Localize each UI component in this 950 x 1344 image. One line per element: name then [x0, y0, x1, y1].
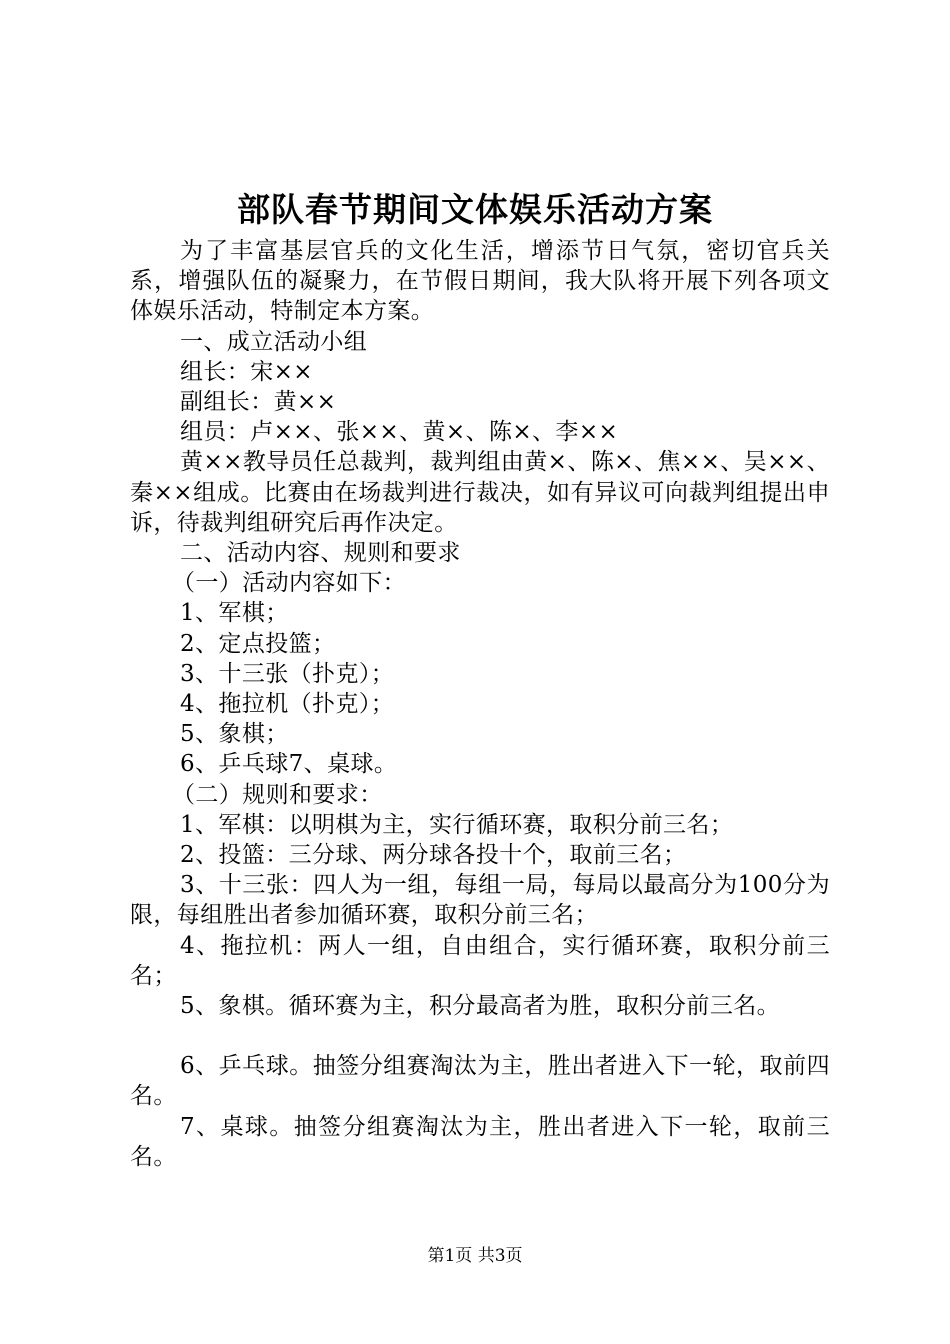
section-heading-2: 二、活动内容、规则和要求 [180, 540, 461, 567]
list-item: 3、十三张（扑克）； [180, 660, 395, 687]
deputy-group-leader: 副组长：黄×× [180, 389, 337, 416]
subsection-heading-1: （一）活动内容如下： [172, 570, 406, 597]
list-item: 1、军棋； [180, 600, 289, 627]
list-item: 6、乒乓球7、桌球。 [180, 751, 398, 778]
document-title: 部队春节期间文体娱乐活动方案 [237, 190, 713, 229]
subsection-heading-2: （二）规则和要求： [172, 781, 383, 808]
rule-item: 7、桌球。抽签分组赛淘汰为主，胜出者进入下一轮，取前三名。 [130, 1113, 830, 1170]
intro-paragraph: 为了丰富基层官兵的文化生活，增添节日气氛，密切官兵关系，增强队伍的凝聚力，在节假日期间，我大队将开展下列各项文体娱乐活动，特制定本方案。 [130, 238, 830, 325]
page-number-footer: 第1页 共3页 [427, 1246, 523, 1266]
group-members: 组员：卢××、张××、黄×、陈×、李×× [180, 419, 619, 446]
group-leader: 组长：宋×× [180, 358, 313, 385]
rule-item: 3、十三张：四人为一组，每组一局，每局以最高分为100分为限，每组胜出者参加循环赛，取积分前三名； [130, 872, 830, 929]
list-item: 2、定点投篮； [180, 630, 336, 657]
rule-item: 2、投篮：三分球、两分球各投十个，取前三名； [180, 842, 687, 869]
rule-item: 1、军棋：以明棋为主，实行循环赛，取积分前三名； [180, 811, 734, 838]
rule-item: 5、象棋。循环赛为主，积分最高者为胜，取积分前三名。 [180, 993, 781, 1020]
list-item: 4、拖拉机（扑克）； [180, 691, 395, 718]
document-body [130, 236, 830, 1172]
rule-item: 6、乒乓球。抽签分组赛淘汰为主，胜出者进入下一轮，取前四名。 [130, 1053, 830, 1110]
section-heading-1: 一、成立活动小组 [180, 328, 368, 355]
referee-paragraph: 黄××教导员任总裁判，裁判组由黄×、陈×、焦××、吴××、秦××组成。比赛由在场裁判进行裁决，如有异议可向裁判组提出申诉，待裁判组研究后再作决定。 [130, 449, 830, 536]
rule-item: 4、拖拉机：两人一组，自由组合，实行循环赛，取积分前三名； [130, 932, 830, 989]
list-item: 5、象棋； [180, 721, 289, 748]
